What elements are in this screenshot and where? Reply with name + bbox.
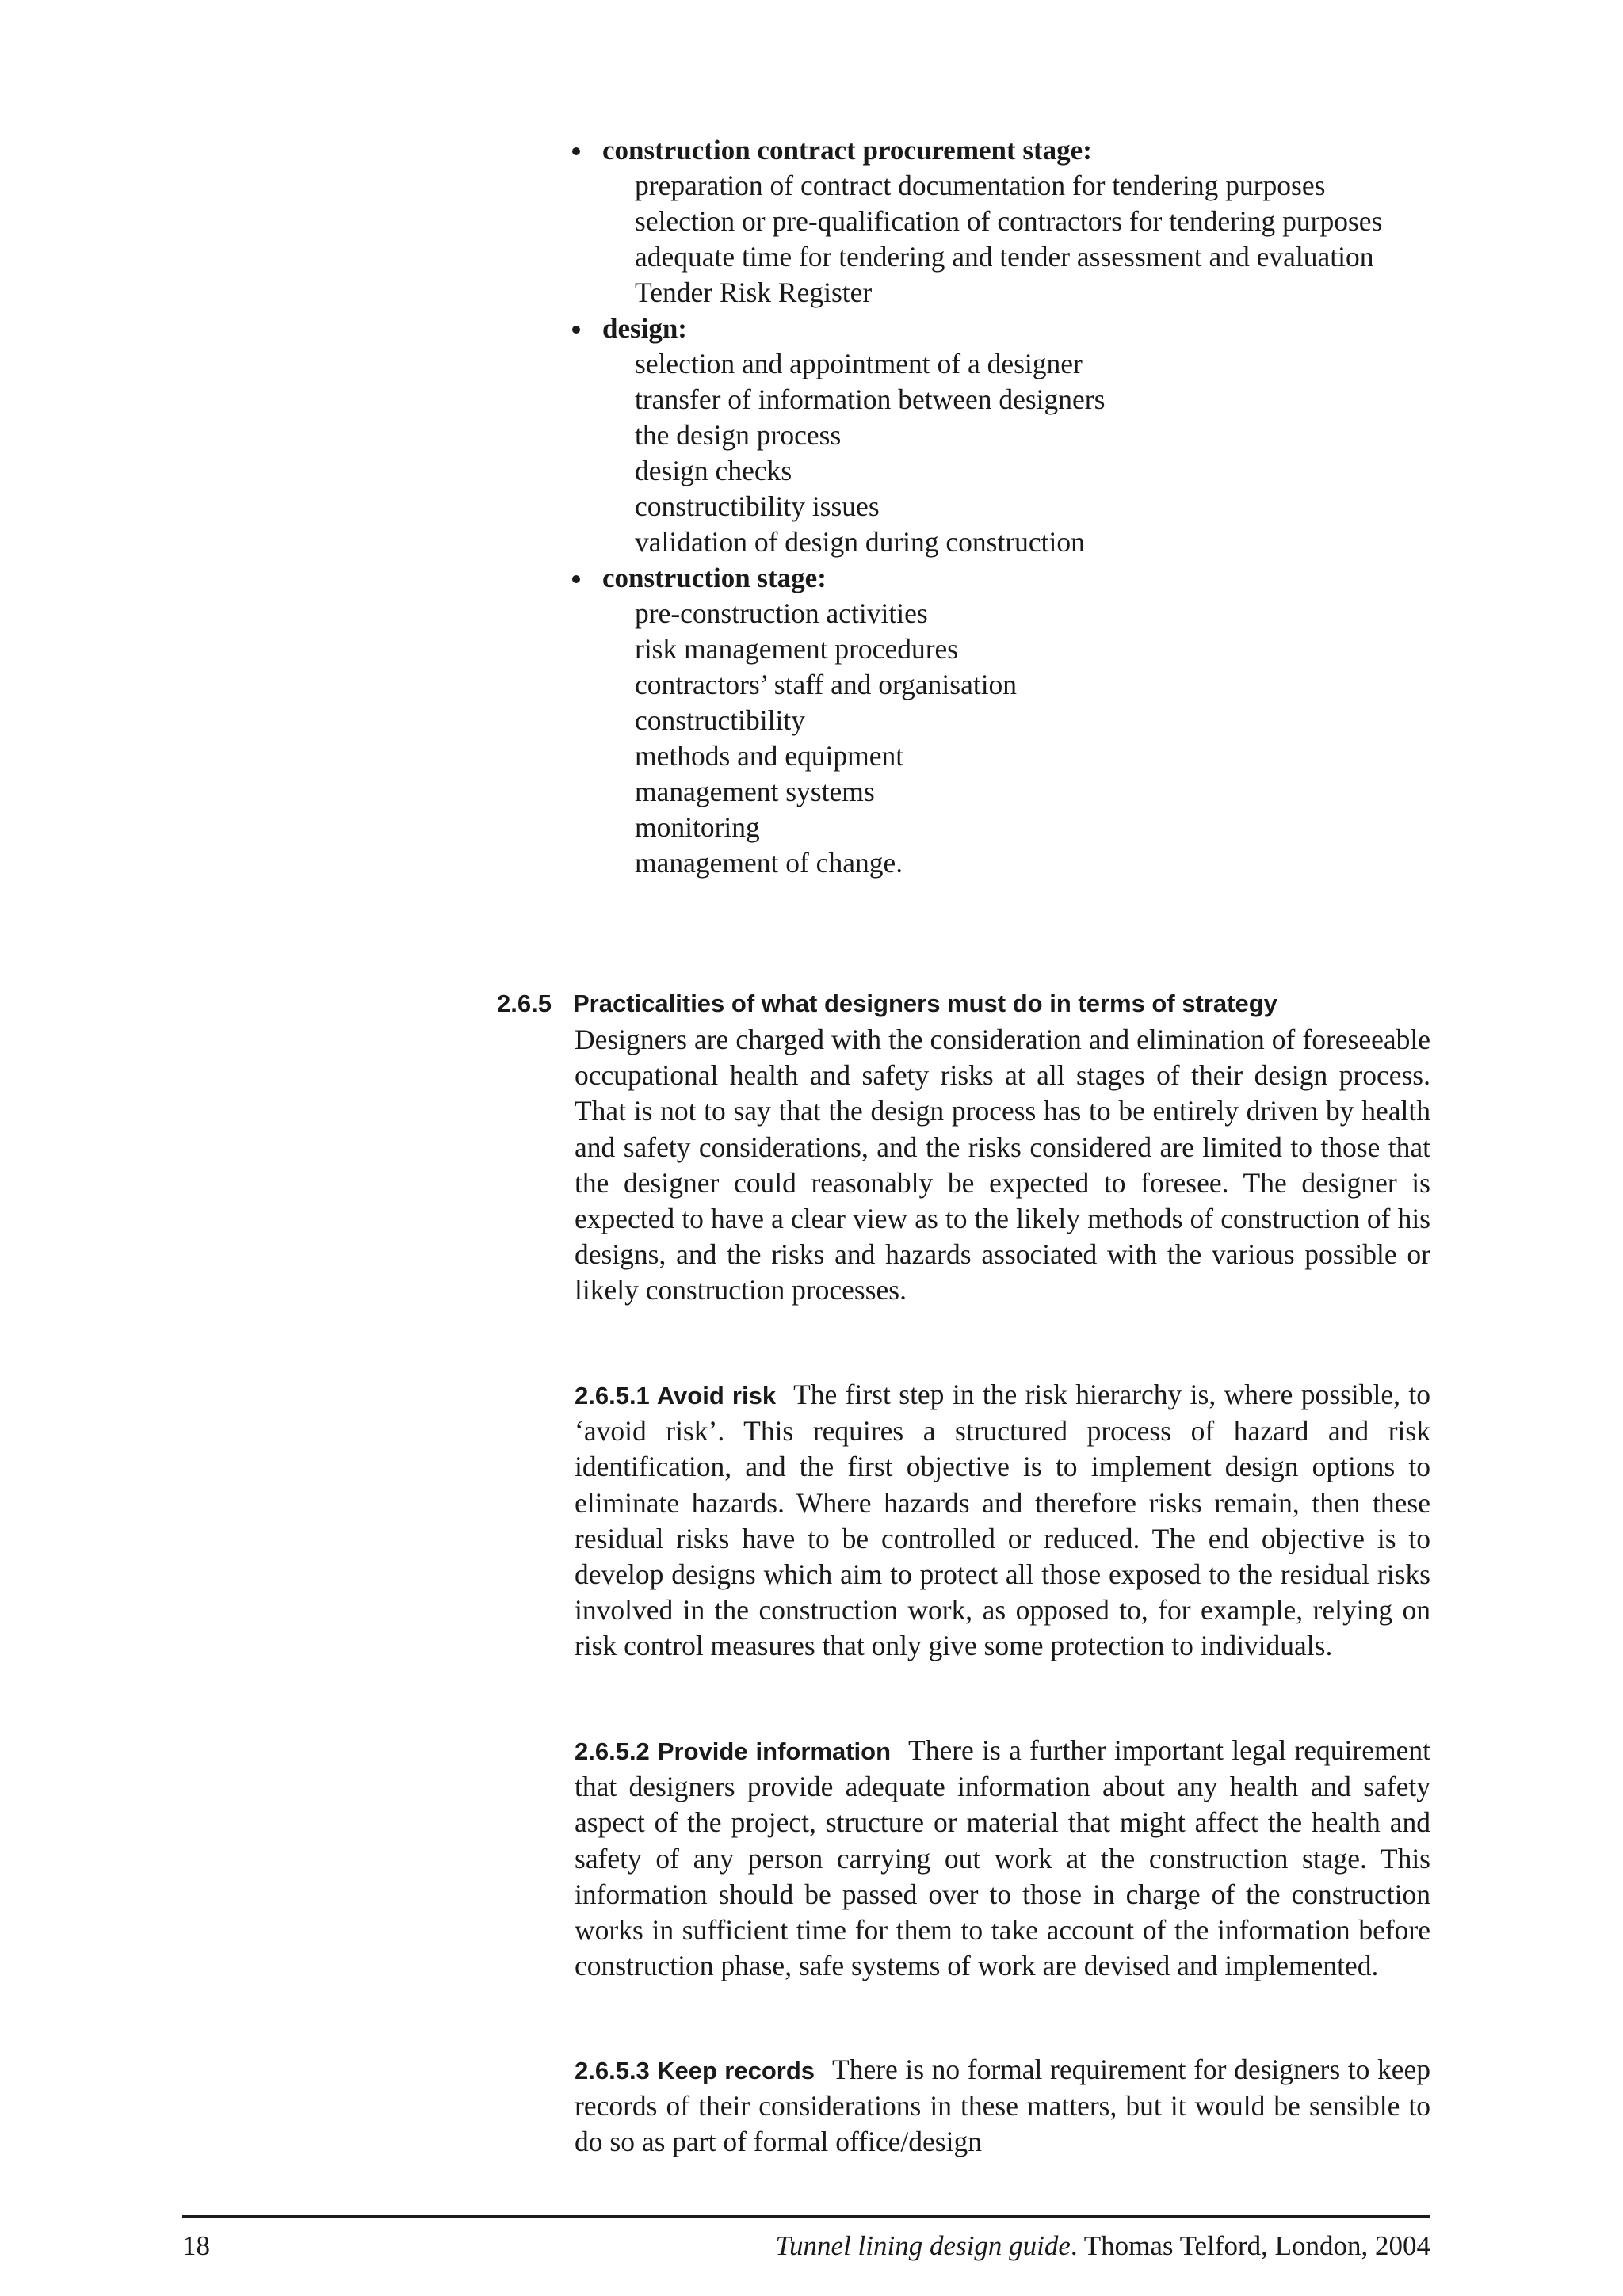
list-item: the design process bbox=[635, 419, 842, 451]
list-item: transfer of information between designers bbox=[635, 383, 1106, 415]
bullet-group-construction bbox=[571, 560, 1430, 881]
subsection-number: 2.6.5.2 bbox=[575, 1737, 650, 1765]
bullet-group-procurement bbox=[571, 132, 1430, 311]
page-number: 18 bbox=[182, 2230, 210, 2261]
list-item: management of change. bbox=[635, 847, 903, 879]
subsection-text: The first step in the risk hierarchy is, where possible, to ‘avoid risk’. This requires a structured process of hazard and risk identification, and the first objective is to implement design options to eliminate hazards. Where hazards and therefore risks remain, then these residual risks have to be controlled or reduced. The end objective is to develop designs which aim to protect all those exposed to the residual risks involved in the construction work, as opposed to, for example, relying on risk control measures that only give some protection to individuals. bbox=[575, 1379, 1431, 1662]
list-item: pre-construction activities bbox=[635, 597, 928, 629]
section-title: Practicalities of what designers must do in terms of strategy bbox=[573, 990, 1277, 1017]
subsection-number: 2.6.5.3 bbox=[575, 2057, 650, 2084]
list-item: constructibility bbox=[635, 704, 805, 736]
subsection-keep-records bbox=[575, 2052, 1430, 2161]
list-item: design checks bbox=[635, 455, 792, 486]
section-number: 2.6.5 bbox=[497, 990, 552, 1017]
bullet-icon bbox=[572, 326, 580, 334]
section-paragraph: Designers are charged with the consideration and elimination of foreseeable occupational health and safety risks at all stages of their design process. That is not to say that the design process has to be entirely driven by health and safety considerations, and the risks considered are limited to those that the designer could reasonably be expected to foresee. The designer is expected to have a clear view as to the likely methods of construction of his designs, and the risks and hazards associated with the various possible or likely construction processes. bbox=[575, 1024, 1430, 1306]
subsection-title: Keep records bbox=[657, 2057, 815, 2084]
subsection-title: Avoid risk bbox=[656, 1382, 777, 1409]
list-item: validation of design during construction bbox=[635, 526, 1085, 558]
subsection-number: 2.6.5.1 bbox=[575, 1382, 650, 1409]
bullet-heading bbox=[571, 311, 1430, 346]
footer-divider bbox=[182, 2215, 1430, 2218]
subsection-heading bbox=[575, 1737, 891, 1765]
bullet-heading bbox=[571, 132, 1430, 168]
bullet-heading-text: design: bbox=[602, 313, 687, 344]
list-item: monitoring bbox=[635, 811, 760, 843]
subsection-avoid-risk bbox=[575, 1377, 1430, 1665]
book-title: Tunnel lining design guide bbox=[775, 2230, 1071, 2261]
bullet-list bbox=[571, 132, 1430, 881]
publisher-info: . Thomas Telford, London, 2004 bbox=[1070, 2230, 1430, 2261]
subsection-title: Provide information bbox=[657, 1737, 892, 1765]
subsection-text: There is a further important legal requirement that designers provide adequate information about any health and safety aspect of the project, structure or material that might affect the health and safety of any person carrying out work at the construction stage. This information should be passed over to those in charge of the construction works in sufficient time for them to take account of the information before construction phase, safe systems of work are devised and implemented. bbox=[575, 1734, 1430, 1982]
list-item: management systems bbox=[635, 776, 875, 807]
bullet-heading bbox=[571, 560, 1430, 596]
bullet-icon bbox=[572, 147, 580, 155]
bullet-heading-text: construction stage: bbox=[602, 563, 827, 593]
bullet-heading-text: construction contract procurement stage: bbox=[602, 135, 1092, 166]
list-item: Tender Risk Register bbox=[635, 277, 873, 308]
list-item: selection and appointment of a designer bbox=[635, 348, 1083, 379]
subsection-heading bbox=[575, 2057, 815, 2084]
bullet-group-design bbox=[571, 311, 1430, 560]
subsection-provide-information bbox=[575, 1733, 1430, 1984]
list-item: adequate time for tendering and tender assessment and evaluation bbox=[635, 241, 1374, 273]
footer-citation bbox=[776, 2230, 1431, 2262]
bullet-icon bbox=[572, 575, 580, 583]
list-item: preparation of contract documentation for tendering purposes bbox=[635, 170, 1326, 201]
list-item: risk management procedures bbox=[635, 633, 959, 665]
subsection-heading bbox=[575, 1382, 776, 1409]
list-item: methods and equipment bbox=[635, 740, 904, 772]
list-item: contractors’ staff and organisation bbox=[635, 669, 1018, 700]
list-item: selection or pre-qualification of contractors for tendering purposes bbox=[635, 205, 1383, 237]
subsection-text: There is no formal requirement for designers to keep records of their considerations in these matters, but it would be sensible to do so as part of formal office/design bbox=[575, 2054, 1430, 2158]
section-heading bbox=[497, 988, 1277, 1020]
list-item: constructibility issues bbox=[635, 490, 880, 522]
